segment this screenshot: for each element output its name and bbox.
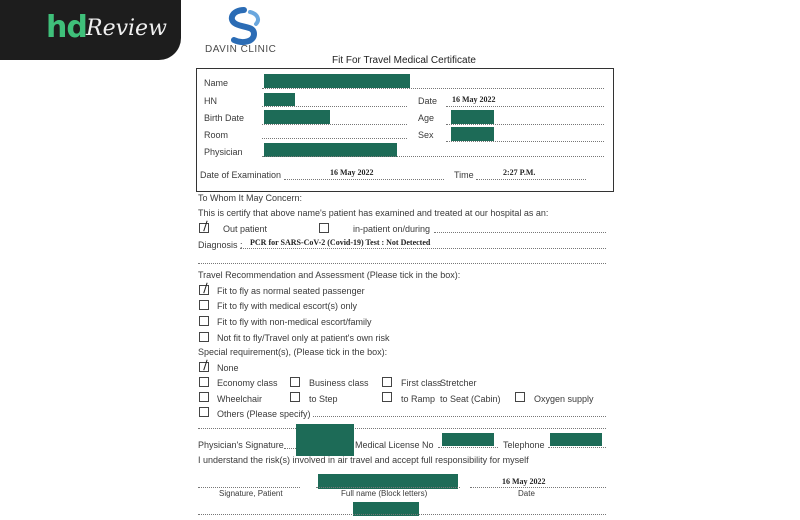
diagnosis-line bbox=[240, 248, 606, 249]
diagnosis-line-2 bbox=[198, 263, 606, 264]
date-sign-line bbox=[470, 487, 606, 488]
to-step-label: to Step bbox=[309, 394, 338, 404]
first-class-label: First class bbox=[401, 378, 442, 388]
not-fit-label: Not fit to fly/Travel only at patient's own risk bbox=[217, 333, 390, 343]
to-step-checkbox[interactable] bbox=[290, 392, 300, 402]
time-value: 2:27 P.M. bbox=[503, 168, 536, 177]
special-heading: Special requirement(s), (Please tick in the box): bbox=[198, 347, 388, 357]
watermark-review: Review bbox=[86, 16, 167, 41]
patient-signature-line bbox=[198, 487, 300, 488]
redacted-birth-date bbox=[264, 110, 330, 124]
exam-date-line bbox=[284, 179, 444, 180]
hd-review-watermark bbox=[0, 0, 181, 60]
page-title: Fit For Travel Medical Certificate bbox=[332, 55, 476, 66]
recommendation-heading: Travel Recommendation and Assessment (Please tick in the box): bbox=[198, 270, 461, 280]
none-checkbox[interactable] bbox=[199, 362, 209, 372]
redacted-hn bbox=[264, 93, 295, 106]
sex-line bbox=[446, 141, 604, 142]
diagnosis-label: Diagnosis : bbox=[198, 240, 243, 250]
first-class-checkbox[interactable] bbox=[382, 377, 392, 387]
redacted-physician bbox=[264, 143, 397, 157]
signature-date-value: 16 May 2022 bbox=[502, 477, 546, 486]
age-line bbox=[446, 124, 604, 125]
exam-date-value: 16 May 2022 bbox=[330, 168, 374, 177]
name-label: Name bbox=[204, 78, 229, 88]
hn-line bbox=[262, 106, 407, 107]
telephone-label: Telephone bbox=[503, 440, 545, 450]
license-line bbox=[438, 447, 498, 448]
room-line bbox=[262, 138, 407, 139]
out-patient-label: Out patient bbox=[223, 224, 268, 234]
economy-checkbox[interactable] bbox=[199, 377, 209, 387]
fit-family-escort-checkbox[interactable] bbox=[199, 316, 209, 326]
fit-medical-escort-checkbox[interactable] bbox=[199, 300, 209, 310]
redacted-physician-signature bbox=[296, 424, 354, 456]
economy-label: Economy class bbox=[217, 378, 278, 388]
date-label: Date bbox=[418, 96, 438, 106]
redacted-age bbox=[451, 110, 494, 124]
witness-line bbox=[198, 514, 606, 515]
in-patient-checkbox[interactable] bbox=[319, 223, 329, 233]
wheelchair-label: Wheelchair bbox=[217, 394, 263, 404]
none-label: None bbox=[217, 363, 239, 373]
time-label: Time bbox=[454, 170, 474, 180]
business-label: Business class bbox=[309, 378, 369, 388]
others-checkbox[interactable] bbox=[199, 407, 209, 417]
not-fit-checkbox[interactable] bbox=[199, 332, 209, 342]
business-checkbox[interactable] bbox=[290, 377, 300, 387]
watermark-hd: hd bbox=[46, 10, 87, 45]
in-patient-line bbox=[434, 232, 606, 233]
redacted-license bbox=[442, 433, 494, 446]
redacted-name bbox=[264, 74, 410, 88]
sex-label: Sex bbox=[418, 130, 434, 140]
date-line bbox=[446, 106, 604, 107]
fit-family-escort-label: Fit to fly with non-medical escort/family bbox=[217, 317, 372, 327]
clinic-name: DAVIN CLINIC bbox=[205, 44, 277, 55]
full-name-caption: Full name (Block letters) bbox=[341, 489, 428, 498]
certify-text: This is certify that above name's patient has examined and treated at our hospital as an: bbox=[198, 208, 549, 218]
patient-signature-caption: Signature, Patient bbox=[219, 489, 283, 498]
in-patient-label: in-patient on/during bbox=[353, 224, 431, 234]
room-label: Room bbox=[204, 130, 229, 140]
age-label: Age bbox=[418, 113, 435, 123]
wheelchair-checkbox[interactable] bbox=[199, 392, 209, 402]
birth-date-line bbox=[262, 124, 407, 125]
hn-label: HN bbox=[204, 96, 217, 106]
fit-normal-checkbox[interactable] bbox=[199, 285, 209, 295]
physician-label: Physician bbox=[204, 147, 243, 157]
oxygen-checkbox[interactable] bbox=[515, 392, 525, 402]
fit-medical-escort-label: Fit to fly with medical escort(s) only bbox=[217, 301, 358, 311]
name-line bbox=[262, 88, 604, 89]
risk-statement: I understand the risk(s) involved in air travel and accept full responsibility for myself bbox=[198, 455, 529, 465]
stretcher-label: Stretcher bbox=[440, 378, 477, 388]
to-ramp-checkbox[interactable] bbox=[382, 392, 392, 402]
telephone-line bbox=[548, 447, 606, 448]
date-value: 16 May 2022 bbox=[452, 95, 496, 104]
full-name-line bbox=[316, 487, 460, 488]
others-line-2 bbox=[198, 428, 606, 429]
birth-date-label: Birth Date bbox=[204, 113, 245, 123]
out-patient-checkbox[interactable] bbox=[199, 223, 209, 233]
license-label: Medical License No bbox=[355, 440, 434, 450]
exam-date-label: Date of Examination bbox=[200, 170, 282, 180]
physician-signature-label: Physician's Signature bbox=[198, 440, 284, 450]
to-ramp-label: to Ramp bbox=[401, 394, 436, 404]
date-caption: Date bbox=[518, 489, 535, 498]
time-line bbox=[476, 179, 586, 180]
redacted-telephone bbox=[550, 433, 602, 446]
diagnosis-value: PCR for SARS-CoV-2 (Covid-19) Test : Not Detected bbox=[250, 238, 431, 247]
to-seat-label: to Seat (Cabin) bbox=[440, 394, 501, 404]
clinic-logo bbox=[214, 6, 274, 48]
salutation: To Whom It May Concern: bbox=[198, 193, 303, 203]
fit-normal-label: Fit to fly as normal seated passenger bbox=[217, 286, 365, 296]
clinic-logo-icon bbox=[214, 6, 274, 46]
others-line bbox=[313, 416, 606, 417]
redacted-sex bbox=[451, 127, 494, 141]
others-label: Others (Please specify) bbox=[217, 409, 311, 419]
oxygen-label: Oxygen supply bbox=[534, 394, 594, 404]
physician-line bbox=[262, 156, 604, 157]
